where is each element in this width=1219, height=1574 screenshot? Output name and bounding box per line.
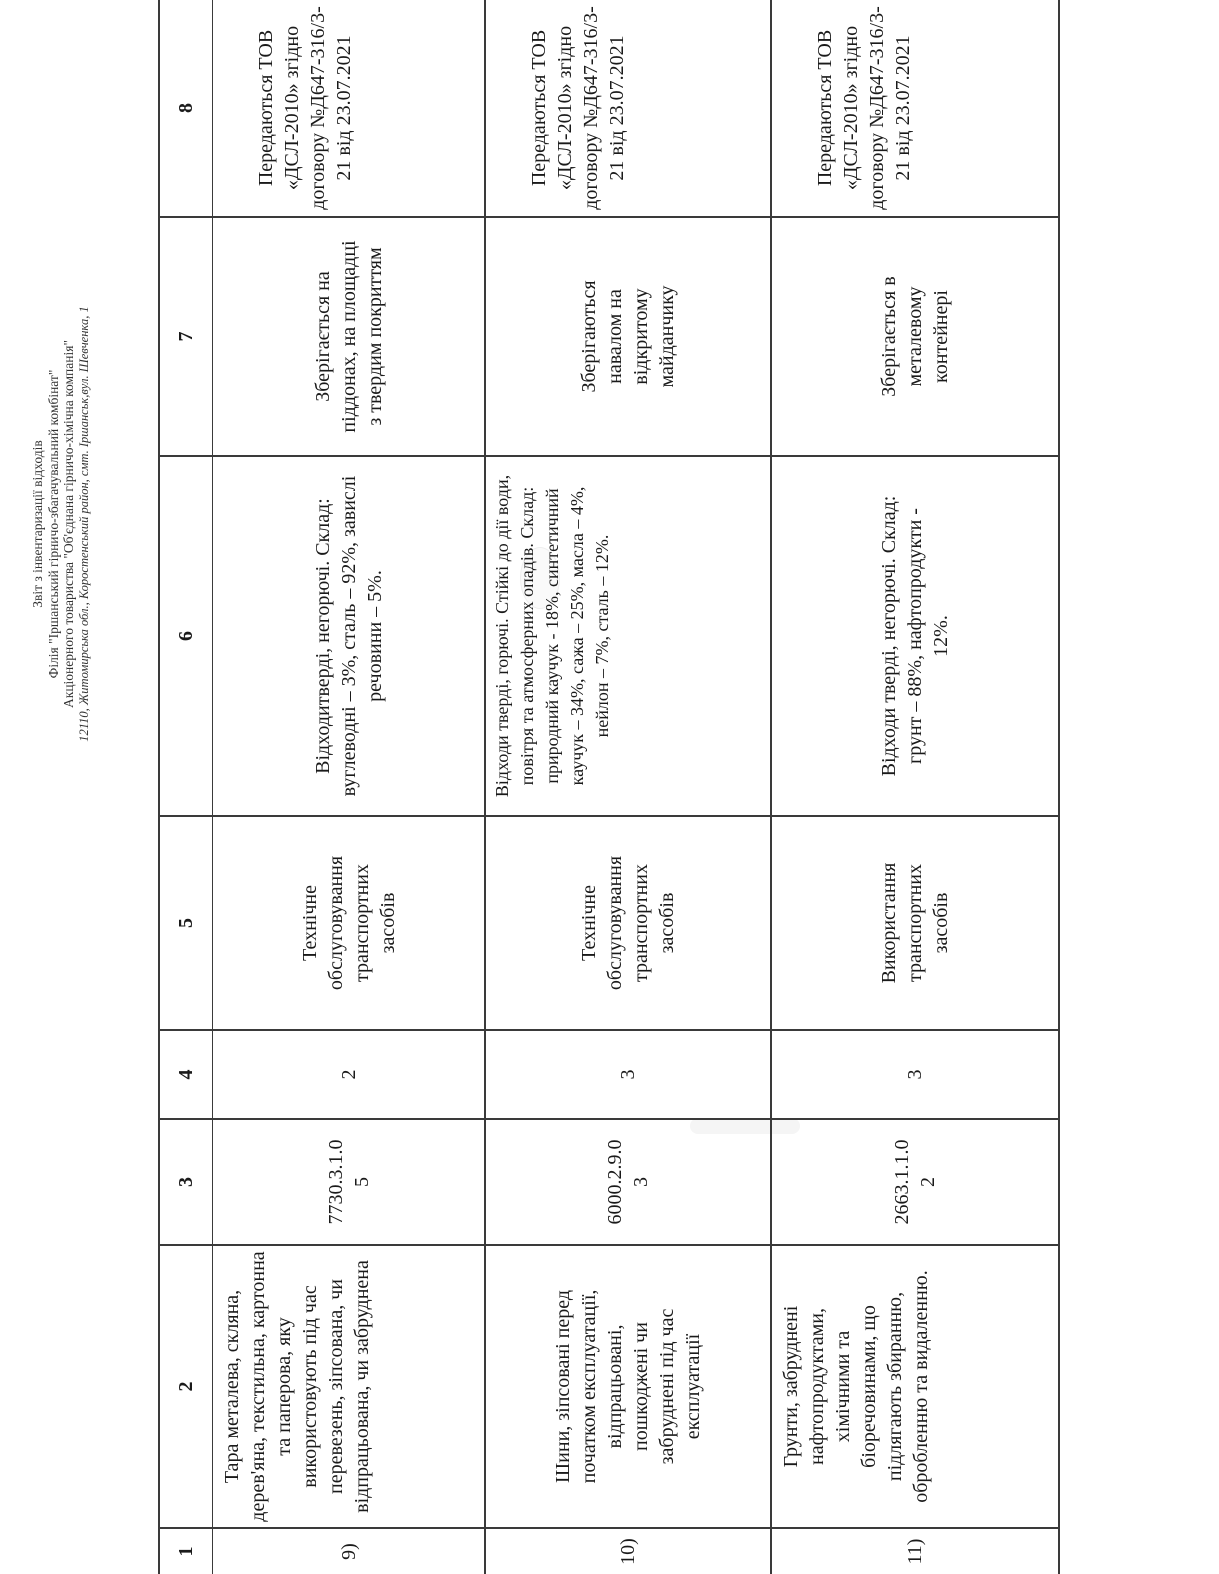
waste-code: 2663.1.1.0 2	[891, 1139, 939, 1225]
column-number: 1	[175, 1546, 197, 1557]
header-line-1: Звіт з інвентаризації відходів	[30, 440, 45, 608]
hazard-class: 3	[904, 1069, 926, 1080]
waste-name: Шини, зіпсовані перед початком експлуатації, відпрацьовані, пошкоджені чи забруднені під час експлуатації	[552, 1289, 704, 1484]
waste-handling: Передаються ТОВ «ДСЛ-2010» згідно договору №Д647-316/3-21 від 23.07.2021	[255, 6, 355, 210]
column-number: 2	[175, 1381, 197, 1392]
waste-name: Грунти, забруднені нафтопродуктами, хімічними та біоречовинами, що підлягають збиранню, обробленню та видаленню.	[780, 1270, 932, 1503]
table-border-bottom	[1058, 0, 1060, 1574]
header-line-3: Акціонерного товариства "Об'єднана гірничо-хімічна компанія"	[61, 340, 76, 708]
hazard-class: 2	[337, 1069, 360, 1080]
row-number: 9)	[337, 1543, 360, 1560]
waste-properties: Відходи тверді, горючі. Стійкі до дії води, повітря та атмосферних опадів. Склад: природний каучук - 18%, синтетичний каучук – 34%, сажа – 25%, масла – 4%, нейлон – 7%, сталь – 12%.	[492, 474, 612, 798]
column-number: 3	[175, 1177, 197, 1187]
waste-properties: Відходитверді, негорючі. Склад: вуглеводні – 3%, сталь – 92%, завислі речовини – 5%.	[311, 475, 386, 797]
waste-source: Технічне обслуговування транспортних засобів	[298, 855, 399, 991]
hazard-class: 3	[617, 1069, 639, 1080]
header-line-2: Філія "Іршанський гірничо-збагачувальний комбінат"	[45, 369, 61, 679]
storage-conditions: Зберігається на піддонах, на площадці з твердим покриттям	[311, 240, 386, 433]
column-number: 8	[175, 103, 197, 113]
waste-handling: Передаються ТОВ «ДСЛ-2010» згідно договору №Д647-316/3-21 від 23.07.2021	[814, 6, 914, 210]
column-number: 4	[175, 1069, 197, 1080]
waste-code: 6000.2.9.0 3	[604, 1139, 652, 1225]
waste-name: Тара металева, скляна, дерев'яна, текстильна, картонна та паперова, яку використовують під час перевезень, зіпсована, чи відпрацьована, чи забруднена	[221, 1251, 373, 1522]
row-number: 11)	[904, 1538, 926, 1565]
waste-source: Використання транспортних засобів	[878, 862, 952, 984]
storage-conditions: Зберігається в металевому контейнері	[878, 276, 952, 397]
document-header	[30, 254, 92, 794]
waste-code: 7730.3.1.0 5	[324, 1139, 373, 1225]
row-number: 10)	[617, 1538, 639, 1565]
column-number: 6	[175, 631, 197, 641]
header-line-4: 12110, Житомирська обл., Коростенський район, смт. Іршанськ,вул. Шевченка, 1	[76, 306, 91, 742]
waste-handling: Передаються ТОВ «ДСЛ-2010» згідно договору №Д647-316/3-21 від 23.07.2021	[528, 6, 628, 210]
waste-source: Технічне обслуговування транспортних засобів	[578, 855, 678, 991]
column-number: 7	[175, 331, 197, 342]
column-number: 5	[175, 918, 197, 928]
waste-properties: Відходи тверді, негорючі. Склад: грунт – 88%, нафтопродукти - 12%.	[878, 495, 952, 777]
storage-conditions: Зберігаються навалом на відкритому майданчику	[578, 280, 678, 393]
